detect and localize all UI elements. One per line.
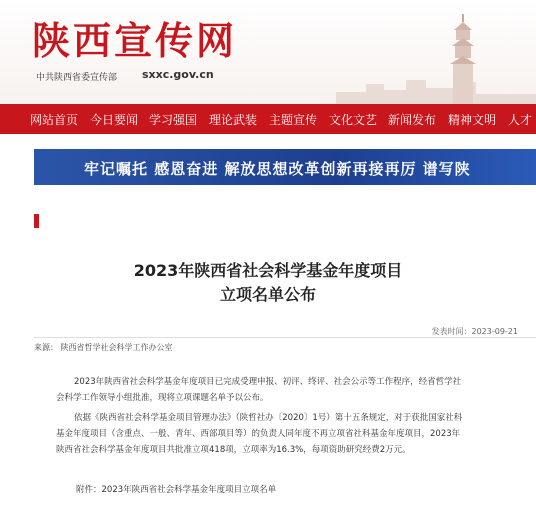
bell-tower-icon [450,14,476,104]
nav-item-press[interactable]: 新闻发布 [388,113,437,127]
skyline-decoration [336,54,536,104]
site-subtitle: 中共陕西省委宣传部 [36,73,118,83]
site-domain: sxxc.gov.cn [142,68,214,81]
publish-time: 发表时间：2023-09-21 [431,327,518,336]
attachment-link[interactable]: 附件：2023年陕西省社会科学基金年度项目立项名单 [76,485,277,495]
banner-text: 牢记嘱托 感恩奋进 解放思想改革创新再接再厉 谱写陕 [84,160,471,178]
article-paragraph-1 [56,374,526,406]
paragraph-2-line-3: 陕西省社会科学基金年度项目共批准立项418项，立项率为16.3%，每项资助研究经费2万元。 [56,445,411,455]
paragraph-2-line-1: 依据《陕西省社会科学基金项目管理办法》（陕哲社办〔2020〕1号）第十五条规定，对于获批国家社科 [74,413,463,423]
main-nav [0,104,536,134]
section-marker [34,214,39,228]
site-logo[interactable]: 陕西宣传网 [32,18,238,63]
site-header [0,0,536,104]
article-title-line2: 立项名单公布 [219,285,316,304]
nav-item-today-news[interactable]: 今日要闻 [90,113,139,127]
article-source: 来源： 陕西省哲学社会科学工作办公室 [34,343,173,352]
article-title-line1: 2023年陕西省社会科学基金年度项目 [133,261,403,280]
article-paragraph-2 [56,410,526,458]
paragraph-1-line-2: 会科学工作领导小组批准，现将立项课题名单予以公布。 [56,393,269,403]
nav-item-talent[interactable]: 人才 [508,113,533,127]
nav-item-theme[interactable]: 主题宣传 [269,113,318,127]
paragraph-2-line-2: 基金年度项目（含重点、一般、青年、西部项目等）的负责人同年度不再立项省社科基金年度项目，2023年 [56,429,461,439]
nav-item-xuexi[interactable]: 学习强国 [149,113,198,127]
nav-item-theory[interactable]: 理论武装 [209,113,258,127]
nav-item-civilization[interactable]: 精神文明 [448,113,497,127]
paragraph-1-line-1: 2023年陕西省社会科学基金年度项目已完成受理申报、初评、终评、社会公示等工作程序，经省哲学社 [74,377,462,387]
slogan-banner[interactable] [34,149,536,185]
nav-item-culture[interactable]: 文化文艺 [329,113,378,127]
nav-item-home[interactable]: 网站首页 [30,113,79,127]
divider [34,337,536,338]
